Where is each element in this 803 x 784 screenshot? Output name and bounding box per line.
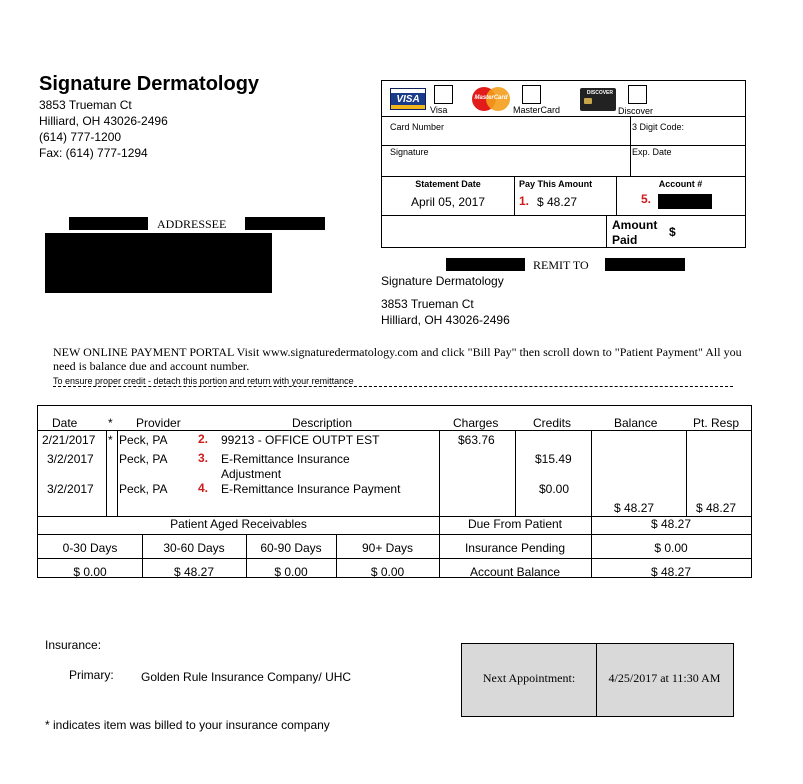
exp-date-field[interactable] [632, 146, 744, 176]
next-appointment-box [461, 643, 734, 717]
due-from-patient-label: Due From Patient [467, 517, 563, 531]
row3-date: 3/2/2017 [47, 482, 94, 496]
addressee-label: ADDRESSEE [157, 217, 227, 231]
amount-paid-label-2: Paid [612, 233, 638, 247]
aged-value-60-90: $ 0.00 [274, 565, 308, 579]
statement-table [37, 405, 752, 578]
col-header-pt-resp: Pt. Resp [693, 416, 740, 430]
row2-credits: $15.49 [535, 452, 572, 466]
account-number-label: Account # [658, 179, 703, 189]
practice-fax: Fax: (614) 777-1294 [39, 146, 148, 160]
payment-portal-note: NEW ONLINE PAYMENT PORTAL Visit www.signaturedermatology.com and click "Bill Pay" then scroll down to "Patient Payment" All you need is balance due and account number. [53, 345, 742, 373]
amount-paid-field[interactable] [682, 216, 744, 247]
balance-total: $ 48.27 [614, 501, 655, 515]
mastercard-checkbox[interactable] [522, 85, 541, 104]
practice-name: Signature Dermatology [39, 73, 260, 95]
next-appointment-value: 4/25/2017 at 11:30 AM [608, 671, 721, 685]
detach-note: To ensure proper credit - detach this portion and return with your remittance [53, 376, 733, 387]
visa-icon [390, 88, 426, 110]
code-label: 3 Digit Code: [632, 122, 685, 132]
row2-marker: 3. [198, 451, 209, 465]
row2-description: E-Remittance Insurance [221, 452, 350, 466]
discover-checkbox[interactable] [628, 85, 647, 104]
row2-description-cont: Adjustment [221, 467, 282, 481]
exp-date-label: Exp. Date [632, 147, 672, 157]
due-from-patient-value: $ 48.27 [650, 517, 692, 531]
col-header-credits: Credits [533, 416, 572, 430]
redaction-bar [245, 217, 325, 230]
insurance-pending-value: $ 0.00 [654, 541, 688, 555]
col-header-balance: Balance [614, 416, 658, 430]
col-header-description: Description [292, 416, 353, 430]
discover-icon [580, 88, 616, 111]
card-number-field[interactable] [384, 117, 630, 145]
account-marker: 5. [641, 192, 652, 206]
practice-city: Hilliard, OH 43026-2496 [39, 114, 168, 128]
pay-amount-label: Pay This Amount [519, 179, 593, 189]
remit-city: Hilliard, OH 43026-2496 [381, 313, 510, 327]
code-field[interactable] [632, 117, 744, 145]
row3-credits: $0.00 [539, 482, 570, 496]
visa-label: Visa [430, 105, 448, 115]
row2-provider: Peck, PA [119, 452, 168, 466]
primary-label: Primary: [69, 668, 114, 682]
aged-receivables-title: Patient Aged Receivables [170, 517, 307, 531]
insurance-footnote: * indicates item was billed to your insurance company [45, 718, 330, 732]
practice-street: 3853 Trueman Ct [39, 98, 132, 112]
next-appointment-label: Next Appointment: [482, 671, 576, 685]
col-header-star: * [108, 416, 113, 430]
redacted-address-block [45, 233, 272, 293]
amount-paid-symbol: $ [669, 225, 676, 239]
insurance-label: Insurance: [45, 638, 102, 652]
statement-date-label: Statement Date [415, 179, 481, 189]
mastercard-icon [472, 87, 510, 111]
aged-value-30-60: $ 48.27 [173, 565, 215, 579]
row1-marker: 2. [198, 432, 209, 446]
remit-to-label: REMIT TO [533, 258, 589, 272]
account-balance-label: Account Balance [469, 565, 561, 579]
discover-label: Discover [618, 106, 654, 116]
practice-phone: (614) 777-1200 [39, 130, 122, 144]
remit-name: Signature Dermatology [381, 274, 504, 288]
redaction-bar [605, 258, 685, 271]
row1-description: 99213 - OFFICE OUTPT EST [221, 433, 380, 447]
pay-amount-marker: 1. [519, 194, 530, 208]
aged-value-0-30: $ 0.00 [73, 565, 107, 579]
visa-logo-text: VISA [396, 94, 420, 105]
discover-logo-text: DISCOVER [586, 90, 613, 96]
visa-checkbox[interactable] [434, 85, 453, 104]
statement-date: April 05, 2017 [410, 195, 486, 209]
aged-label-60-90: 60-90 Days [260, 541, 322, 555]
insurance-pending-label: Insurance Pending [464, 541, 566, 555]
aged-label-0-30: 0-30 Days [62, 541, 118, 555]
redacted-account-number [658, 194, 712, 209]
pay-amount: $ 48.27 [537, 195, 578, 209]
signature-field[interactable] [384, 146, 630, 176]
redaction-bar [69, 217, 148, 230]
row1-provider: Peck, PA [119, 433, 168, 447]
col-header-provider: Provider [136, 416, 181, 430]
row1-charges: $63.76 [458, 433, 495, 447]
row1-star: * [108, 433, 113, 447]
col-header-date: Date [52, 416, 78, 430]
payment-note-field[interactable] [384, 216, 604, 247]
row3-provider: Peck, PA [119, 482, 168, 496]
remit-street: 3853 Trueman Ct [381, 297, 474, 311]
account-balance-value: $ 48.27 [650, 565, 692, 579]
col-header-charges: Charges [453, 416, 499, 430]
mastercard-logo-text: MasterCard [474, 95, 508, 101]
mastercard-label: MasterCard [513, 105, 561, 115]
aged-label-30-60: 30-60 Days [163, 541, 225, 555]
redaction-bar [446, 258, 525, 271]
aged-label-90-plus: 90+ Days [361, 541, 414, 555]
pt-resp-total: $ 48.27 [696, 501, 737, 515]
card-number-label: Card Number [390, 122, 445, 132]
row1-date: 2/21/2017 [42, 433, 96, 447]
row2-date: 3/2/2017 [47, 452, 94, 466]
amount-paid-label: Amount [612, 218, 658, 232]
row3-marker: 4. [198, 481, 209, 495]
primary-insurance: Golden Rule Insurance Company/ UHC [141, 670, 352, 684]
row3-description: E-Remittance Insurance Payment [221, 482, 401, 496]
payment-box [381, 80, 746, 248]
signature-label: Signature [390, 147, 429, 157]
aged-value-90-plus: $ 0.00 [370, 565, 405, 579]
